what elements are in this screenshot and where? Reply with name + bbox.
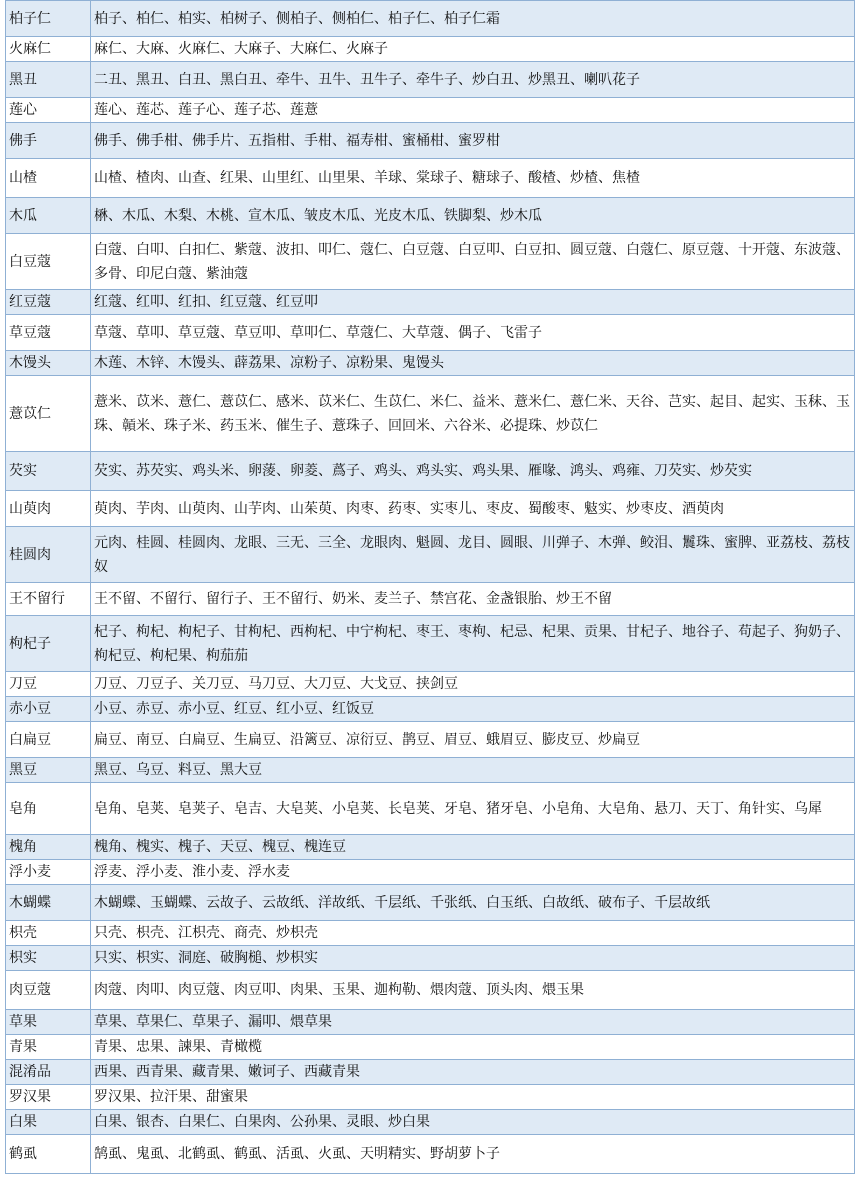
herb-alias-cell: 木莲、木锌、木馒头、薜荔果、凉粉子、凉粉果、鬼馒头 xyxy=(91,351,855,376)
table-row xyxy=(6,491,855,527)
table-row xyxy=(6,835,855,860)
herb-name-cell: 芡实 xyxy=(6,452,91,491)
table-row xyxy=(6,697,855,722)
table-row xyxy=(6,1010,855,1035)
table-row xyxy=(6,921,855,946)
herb-alias-cell: 莲心、莲芯、莲子心、莲子芯、莲薏 xyxy=(91,98,855,123)
herb-name-cell: 赤小豆 xyxy=(6,697,91,722)
herb-alias-cell: 只实、枳实、洞庭、破胸槌、炒枳实 xyxy=(91,946,855,971)
herb-name-cell: 木蝴蝶 xyxy=(6,885,91,921)
herb-name-cell: 木瓜 xyxy=(6,198,91,234)
herb-name-cell: 槐角 xyxy=(6,835,91,860)
herb-alias-cell: 扁豆、南豆、白扁豆、生扁豆、沿篱豆、凉衍豆、鹊豆、眉豆、蛾眉豆、膨皮豆、炒扁豆 xyxy=(91,722,855,758)
table-row xyxy=(6,198,855,234)
table-row xyxy=(6,234,855,290)
herb-name-cell: 枳实 xyxy=(6,946,91,971)
table-row xyxy=(6,1035,855,1060)
herb-name-cell: 白豆蔻 xyxy=(6,234,91,290)
herb-alias-table xyxy=(5,0,855,1174)
herb-alias-cell: 皂角、皂荚、皂荚子、皂吉、大皂荚、小皂荚、长皂荚、牙皂、猪牙皂、小皂角、大皂角、悬刀、天丁、角针实、乌犀 xyxy=(91,783,855,835)
herb-name-cell: 刀豆 xyxy=(6,672,91,697)
herb-name-cell: 白扁豆 xyxy=(6,722,91,758)
herb-alias-cell: 元肉、桂圆、桂圆肉、龙眼、三无、三全、龙眼肉、魁圆、龙目、圆眼、川弹子、木弹、鲛泪、鬞珠、蜜脾、亚荔枝、荔枝奴 xyxy=(91,527,855,583)
table-row xyxy=(6,1,855,37)
table-row xyxy=(6,315,855,351)
table-row xyxy=(6,885,855,921)
herb-alias-cell: 二丑、黑丑、白丑、黑白丑、牵牛、丑牛、丑牛子、牵牛子、炒白丑、炒黑丑、喇叭花子 xyxy=(91,62,855,98)
herb-name-cell: 肉豆蔻 xyxy=(6,971,91,1010)
herb-alias-cell: 红蔻、红叩、红扣、红豆蔻、红豆叩 xyxy=(91,290,855,315)
herb-alias-cell: 薏米、苡米、薏仁、薏苡仁、感米、苡米仁、生苡仁、米仁、益米、薏米仁、薏仁米、天谷、芑实、起目、起实、玉秣、玉珠、贑米、珠子米、药玉米、催生子、薏珠子、回回米、六谷米、必提珠、炒苡仁 xyxy=(91,376,855,452)
herb-name-cell: 混淆品 xyxy=(6,1060,91,1085)
herb-name-cell: 黑豆 xyxy=(6,758,91,783)
herb-name-cell: 王不留行 xyxy=(6,583,91,616)
herb-alias-cell: 芡实、苏芡实、鸡头米、卵蔆、卵菱、蔿子、鸡头、鸡头实、鸡头果、雁喙、鸿头、鸡雍、刀芡实、炒芡实 xyxy=(91,452,855,491)
herb-alias-cell: 只壳、枳壳、江枳壳、商壳、炒枳壳 xyxy=(91,921,855,946)
herb-name-cell: 桂圆肉 xyxy=(6,527,91,583)
table-row xyxy=(6,758,855,783)
herb-alias-cell: 黑豆、乌豆、料豆、黑大豆 xyxy=(91,758,855,783)
herb-alias-cell: 罗汉果、拉汗果、甜蜜果 xyxy=(91,1085,855,1110)
table-row xyxy=(6,583,855,616)
herb-name-cell: 浮小麦 xyxy=(6,860,91,885)
table-row xyxy=(6,98,855,123)
table-row xyxy=(6,123,855,159)
table-row xyxy=(6,290,855,315)
table-row xyxy=(6,527,855,583)
herb-alias-cell: 白蔻、白叩、白扣仁、紫蔻、波扣、叩仁、蔻仁、白豆蔻、白豆叩、白豆扣、圆豆蔻、白蔻仁、原豆蔻、十开蔻、东波蔻、多骨、印尼白蔻、紫油蔻 xyxy=(91,234,855,290)
herb-alias-cell: 小豆、赤豆、赤小豆、红豆、红小豆、红饭豆 xyxy=(91,697,855,722)
herb-alias-cell: 麻仁、大麻、火麻仁、大麻子、大麻仁、火麻子 xyxy=(91,37,855,62)
table-row xyxy=(6,672,855,697)
herb-name-cell: 木馒头 xyxy=(6,351,91,376)
herb-alias-cell: 鹄虱、鬼虱、北鹤虱、鹤虱、活虱、火虱、天明精实、野胡萝卜子 xyxy=(91,1135,855,1174)
herb-name-cell: 柏子仁 xyxy=(6,1,91,37)
herb-alias-cell: 白果、银杏、白果仁、白果肉、公孙果、灵眼、炒白果 xyxy=(91,1110,855,1135)
table-row xyxy=(6,1085,855,1110)
herb-name-cell: 红豆蔻 xyxy=(6,290,91,315)
herb-name-cell: 枸杞子 xyxy=(6,616,91,672)
herb-name-cell: 佛手 xyxy=(6,123,91,159)
table-row xyxy=(6,351,855,376)
herb-alias-cell: 草蔻、草叩、草豆蔻、草豆叩、草叩仁、草蔻仁、大草蔻、偶子、飞雷子 xyxy=(91,315,855,351)
herb-alias-cell: 楙、木瓜、木梨、木桃、宣木瓜、皱皮木瓜、光皮木瓜、铁脚梨、炒木瓜 xyxy=(91,198,855,234)
herb-alias-cell: 山楂、楂肉、山查、红果、山里红、山里果、羊球、棠球子、糖球子、酸楂、炒楂、焦楂 xyxy=(91,159,855,198)
herb-alias-cell: 槐角、槐实、槐子、天豆、槐豆、槐连豆 xyxy=(91,835,855,860)
table-row xyxy=(6,783,855,835)
herb-alias-cell: 青果、忠果、諫果、青橄榄 xyxy=(91,1035,855,1060)
table-row xyxy=(6,62,855,98)
table-row xyxy=(6,722,855,758)
herb-name-cell: 黑丑 xyxy=(6,62,91,98)
table-row xyxy=(6,946,855,971)
herb-name-cell: 山萸肉 xyxy=(6,491,91,527)
herb-name-cell: 枳壳 xyxy=(6,921,91,946)
table-row xyxy=(6,159,855,198)
herb-name-cell: 鹤虱 xyxy=(6,1135,91,1174)
herb-alias-cell: 杞子、枸杞、枸杞子、甘枸杞、西枸杞、中宁枸杞、枣王、枣枸、杞忌、杞果、贡果、甘杞子、地谷子、苟起子、狗奶子、枸杞豆、枸杞果、枸茄茄 xyxy=(91,616,855,672)
herb-alias-cell: 萸肉、芋肉、山萸肉、山芋肉、山茱萸、肉枣、药枣、实枣儿、枣皮、蜀酸枣、鬾实、炒枣皮、酒萸肉 xyxy=(91,491,855,527)
herb-table-body xyxy=(6,1,855,1174)
table-row xyxy=(6,376,855,452)
herb-name-cell: 青果 xyxy=(6,1035,91,1060)
herb-name-cell: 火麻仁 xyxy=(6,37,91,62)
table-row xyxy=(6,452,855,491)
herb-alias-cell: 浮麦、浮小麦、淮小麦、浮水麦 xyxy=(91,860,855,885)
herb-alias-cell: 刀豆、刀豆子、关刀豆、马刀豆、大刀豆、大戈豆、挟剑豆 xyxy=(91,672,855,697)
herb-name-cell: 白果 xyxy=(6,1110,91,1135)
herb-alias-cell: 西果、西青果、藏青果、嫩诃子、西藏青果 xyxy=(91,1060,855,1085)
table-row xyxy=(6,860,855,885)
herb-name-cell: 莲心 xyxy=(6,98,91,123)
table-row xyxy=(6,1135,855,1174)
table-row xyxy=(6,616,855,672)
herb-alias-cell: 草果、草果仁、草果子、漏叩、煨草果 xyxy=(91,1010,855,1035)
herb-alias-cell: 佛手、佛手柑、佛手片、五指柑、手柑、福寿柑、蜜桶柑、蜜罗柑 xyxy=(91,123,855,159)
table-row xyxy=(6,1060,855,1085)
herb-alias-cell: 王不留、不留行、留行子、王不留行、奶米、麦兰子、禁宫花、金盏银胎、炒王不留 xyxy=(91,583,855,616)
table-row xyxy=(6,37,855,62)
herb-alias-cell: 木蝴蝶、玉蝴蝶、云故子、云故纸、洋故纸、千层纸、千张纸、白玉纸、白故纸、破布子、千层故纸 xyxy=(91,885,855,921)
herb-name-cell: 薏苡仁 xyxy=(6,376,91,452)
herb-alias-cell: 肉蔻、肉叩、肉豆蔻、肉豆叩、肉果、玉果、迦枸勒、煨肉蔻、顶头肉、煨玉果 xyxy=(91,971,855,1010)
herb-alias-cell: 柏子、柏仁、柏实、柏树子、侧柏子、侧柏仁、柏子仁、柏子仁霜 xyxy=(91,1,855,37)
table-row xyxy=(6,971,855,1010)
herb-name-cell: 草果 xyxy=(6,1010,91,1035)
herb-name-cell: 皂角 xyxy=(6,783,91,835)
herb-name-cell: 山楂 xyxy=(6,159,91,198)
table-row xyxy=(6,1110,855,1135)
herb-name-cell: 罗汉果 xyxy=(6,1085,91,1110)
herb-name-cell: 草豆蔻 xyxy=(6,315,91,351)
